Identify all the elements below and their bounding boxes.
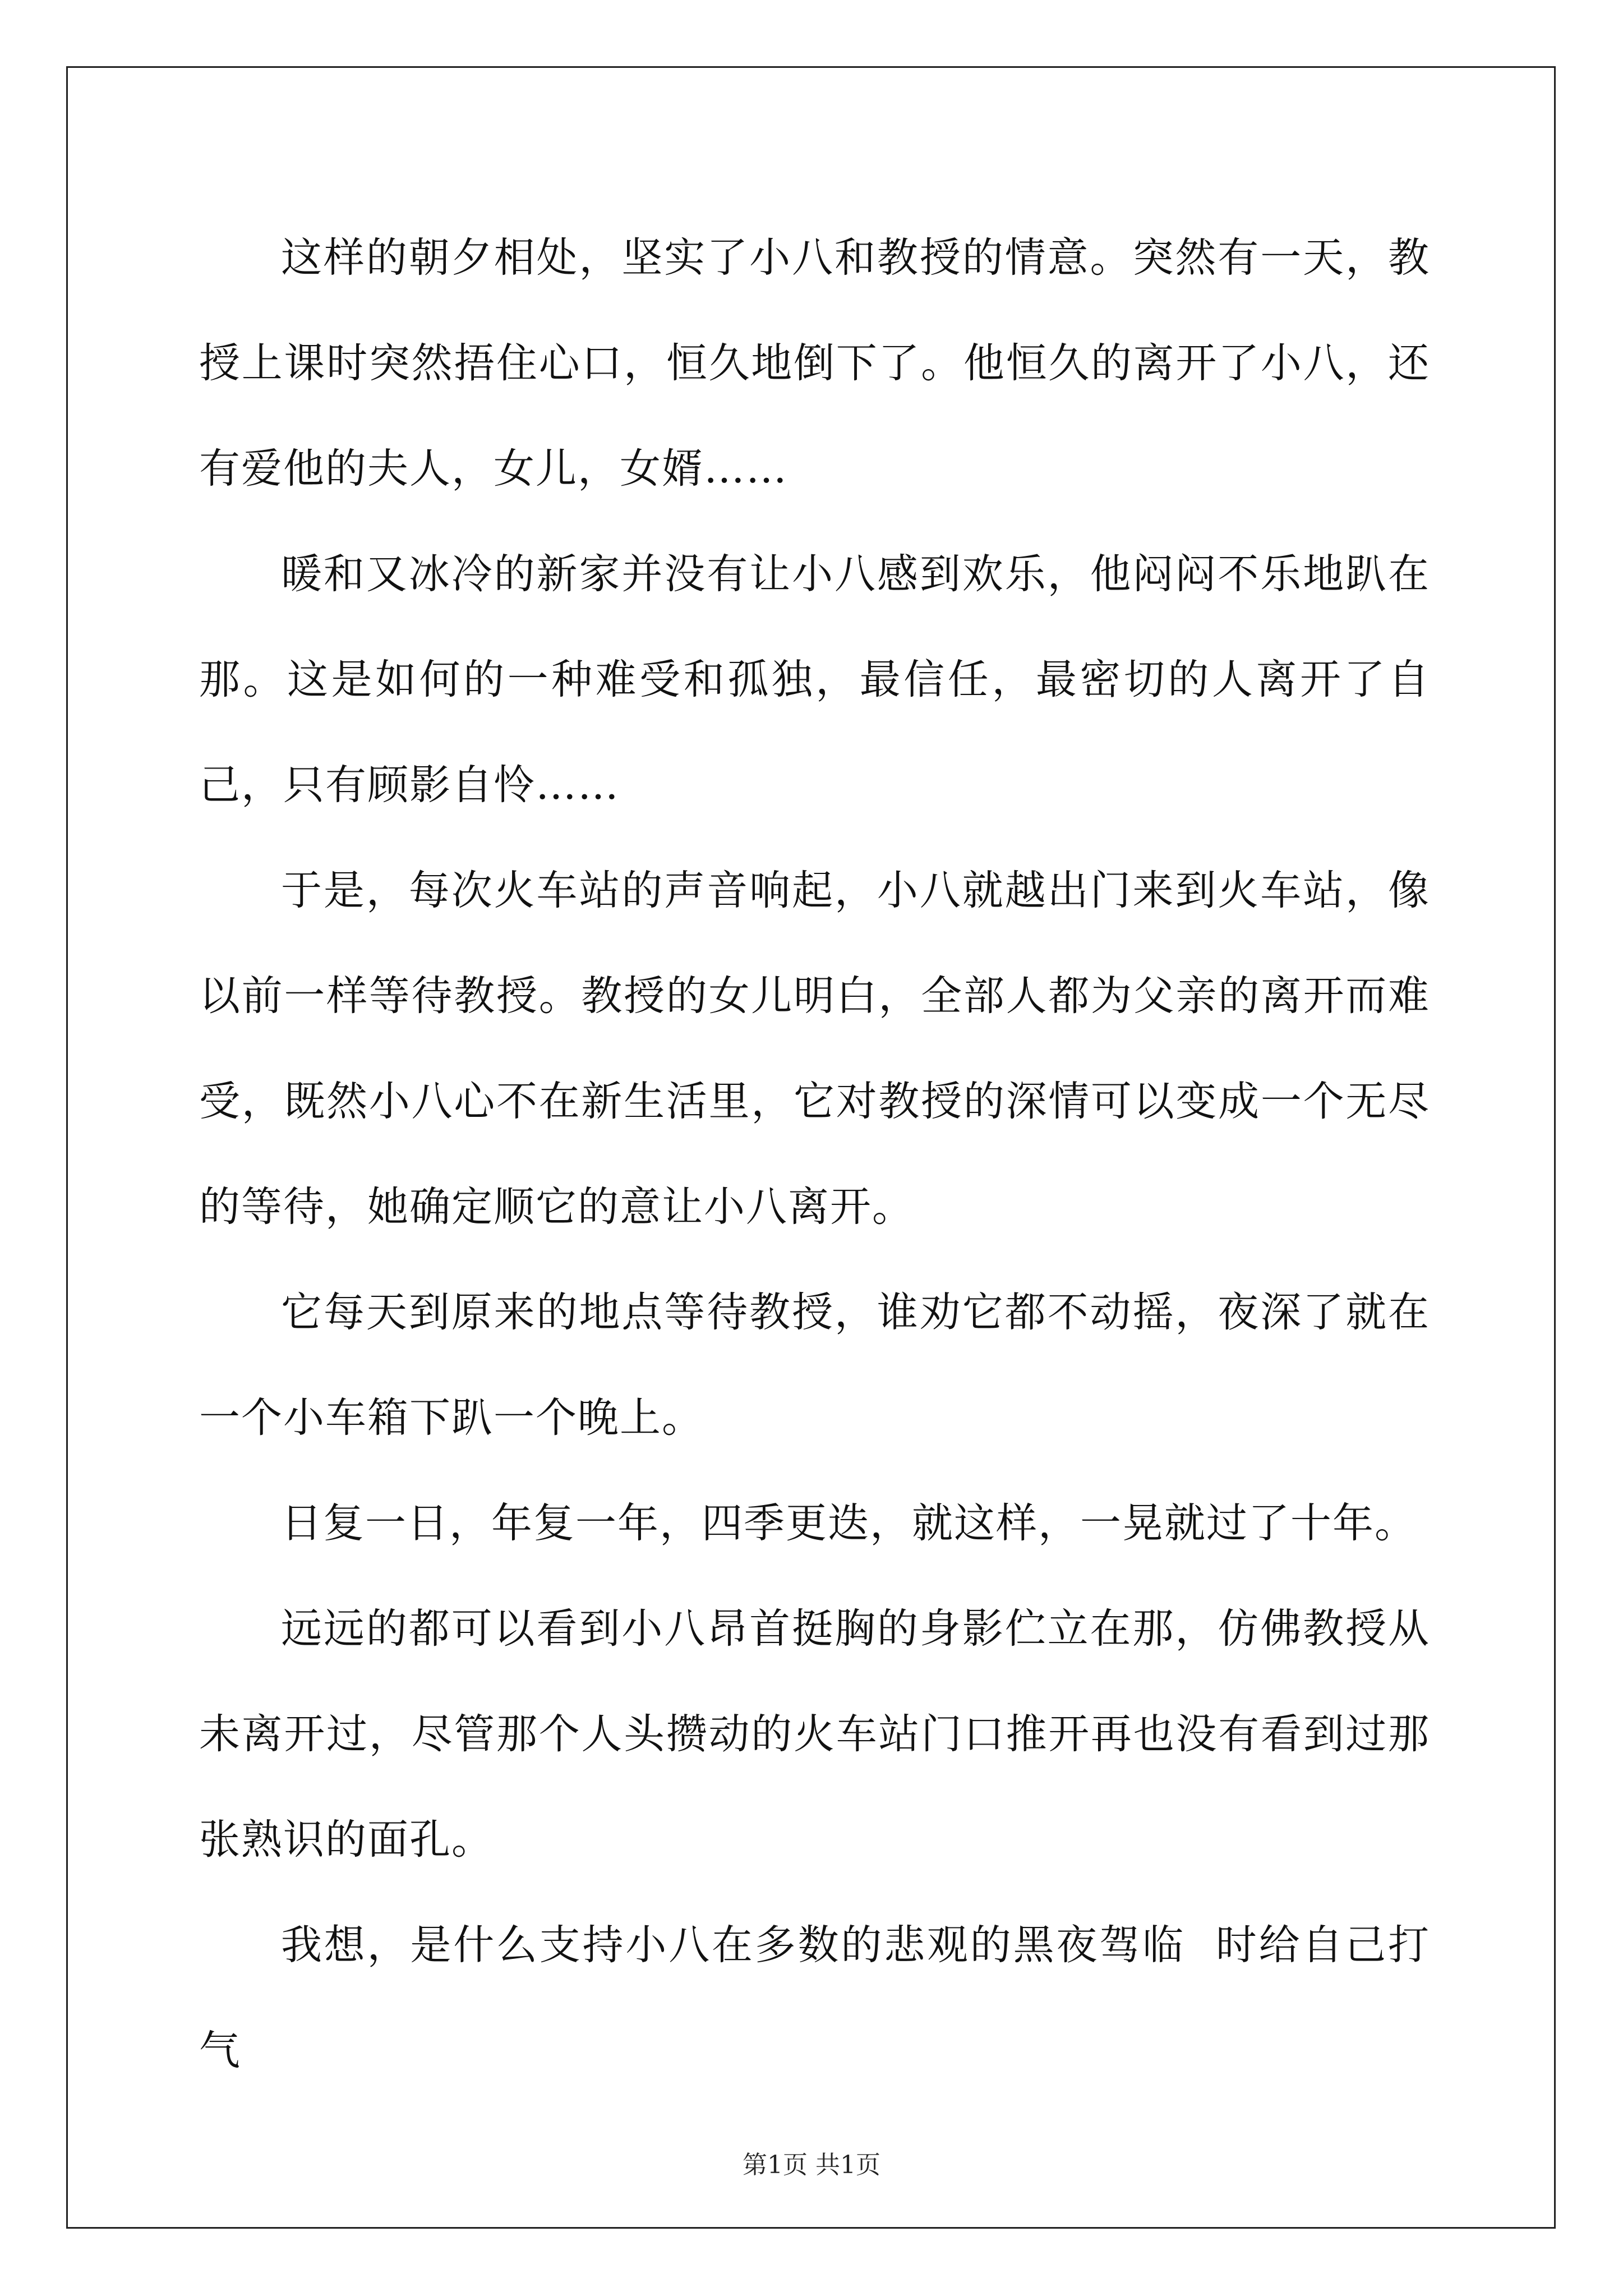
page-number-footer: 第1页 共1页 [743, 2151, 880, 2179]
paragraph-7: 我想，是什么支持小八在多数的悲观的黑夜驾临 时给自己打气 [199, 1921, 1430, 2074]
document-body [199, 205, 1430, 2104]
paragraph-6: 远远的都可以看到小八昂首挺胸的身影伫立在那，仿佛教授从未离开过，尽管那个人头攒动的火车站门口推开再也没有看到过那张熟识的面孔。 [199, 1605, 1430, 1864]
paragraph-2: 暖和又冰冷的新家并没有让小八感到欢乐，他闷闷不乐地趴在那。这是如何的一种难受和孤独，最信任，最密切的人离开了自己，只有顾影自怜…… [199, 550, 1430, 809]
paragraph-1: 这样的朝夕相处，坚实了小八和教授的情意。突然有一天，教授上课时突然捂住心口，恒久地倒下了。他恒久的离开了小八，还有爱他的夫人，女儿，女婿…… [199, 234, 1430, 493]
paragraph-3: 于是，每次火车站的声音响起，小八就越出门来到火车站，像以前一样等待教授。教授的女儿明白，全部人都为父亲的离开而难受，既然小八心不在新生活里，它对教授的深情可以变成一个无尽的等待，她确定顺它的意让小八离开。 [199, 867, 1430, 1231]
paragraph-5: 日复一日，年复一年，四季更迭，就这样，一晃就过了十年。 [281, 1499, 1417, 1547]
paragraph-4: 它每天到原来的地点等待教授，谁劝它都不动摇，夜深了就在一个小车箱下趴一个晚上。 [199, 1289, 1430, 1442]
